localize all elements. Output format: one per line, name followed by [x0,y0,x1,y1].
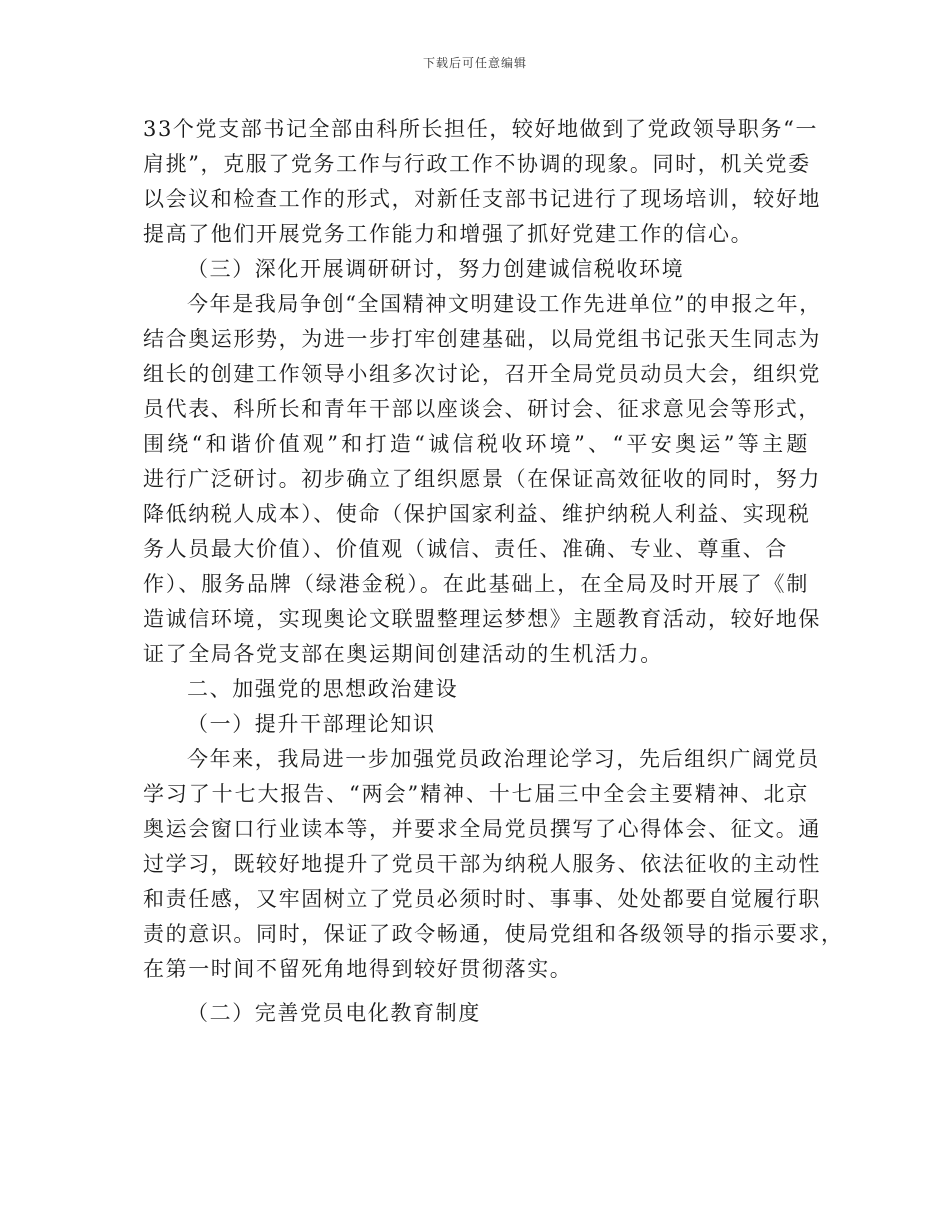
text-line: 过学习，既较好地提升了党员干部为纳税人服务、依法征收的主动性 [143,852,821,876]
text-line: 肩挑”，克服了党务工作与行政工作不协调的现象。同时，机关党委 [143,152,811,176]
page-header: 下载后可任意编辑 [422,56,527,70]
paragraph-gap [143,987,809,996]
text-line: 和责任感，又牢固树立了党员必须时时、事事、处处都要自觉履行职 [143,887,821,911]
text-line: 学习了十七大报告、“两会”精神、十七届三中全会主要精神、北京 [143,782,809,806]
text-line: 组长的创建工作领导小组多次讨论，召开全局党员动员大会，组织党 [143,362,821,386]
text-line: 以会议和检查工作的形式，对新任支部书记进行了现场培训，较好地 [143,187,821,211]
text-line: 二、加强党的思想政治建设 [187,677,459,701]
text-line: 33个党支部书记全部由科所长担任，较好地做到了党政领导职务“一 [143,117,819,141]
text-line: 造诚信环境，实现奥论文联盟整理运梦想》主题教育活动，较好地保 [143,607,821,631]
text-line: 今年是我局争创“全国精神文明建设工作先进单位”的申报之年， [187,292,822,316]
document-body [143,112,844,1031]
text-line: 围绕“和谐价值观”和打造“诚信税收环境”、“平安奥运”等主题 [143,432,809,456]
text-line: （一）提升干部理论知识 [187,712,436,736]
text-line: 降低纳税人成本）、使命（保护国家利益、维护纳税人利益、实现税 [143,502,811,526]
text-line: 进行广泛研讨。初步确立了组织愿景（在保证高效征收的同时，努力 [143,467,821,491]
text-line: （三）深化开展调研研讨，努力创建诚信税收环境 [187,257,685,281]
text-line: （二）完善党员电化教育制度 [187,1001,481,1025]
text-line: 责的意识。同时，保证了政令畅通，使局党组和各级领导的指示要求， [143,922,844,946]
text-line: 奥运会窗口行业读本等，并要求全局党员撰写了心得体会、征文。通 [143,817,821,841]
text-line: 务人员最大价值）、价值观（诚信、责任、准确、专业、尊重、合 [143,537,788,561]
text-line: 员代表、科所长和青年干部以座谈会、研讨会、征求意见会等形式， [143,397,821,421]
text-line: 作）、服务品牌（绿港金税）。在此基础上，在全局及时开展了《制 [143,572,809,596]
text-line: 证了全局各党支部在奥运期间创建活动的生机活力。 [143,642,663,666]
text-line: 在第一时间不留死角地得到较好贯彻落实。 [143,957,573,981]
text-line: 结合奥运形势，为进一步打牢创建基础，以局党组书记张天生同志为 [143,327,821,351]
text-line: 提高了他们开展党务工作能力和增强了抓好党建工作的信心。 [143,222,754,246]
text-line: 今年来，我局进一步加强党员政治理论学习，先后组织广阔党员 [187,747,820,771]
